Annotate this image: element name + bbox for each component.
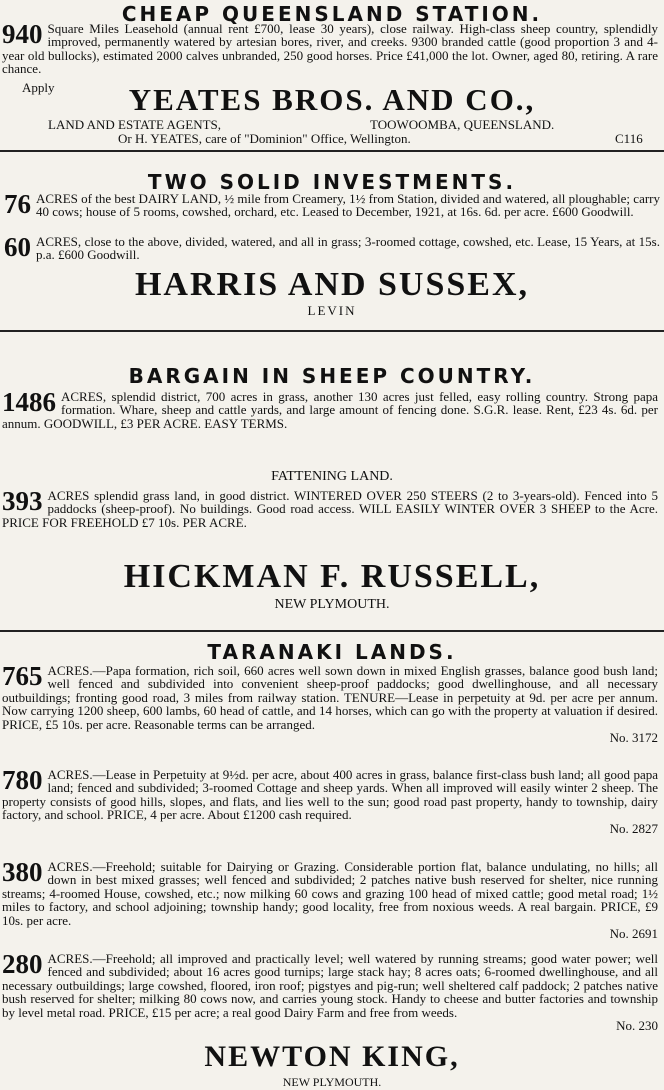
ad4-item: [2, 857, 658, 942]
divider: [0, 330, 664, 332]
ad4-item: [2, 661, 658, 746]
ad3-item-number: 1486: [2, 387, 56, 417]
ad1-apply: Apply: [22, 80, 55, 95]
ad1-agent-name: YEATES BROS. AND CO.,: [128, 82, 536, 117]
ad3-item: [2, 387, 658, 431]
ad4-item-ref: No. 3172: [609, 730, 658, 746]
ad4-item: [2, 765, 658, 836]
ad4-item-number: 765: [2, 661, 43, 691]
ad2-item: [4, 189, 660, 220]
ad2-item: [4, 232, 660, 263]
ad4-item-text: ACRES.—Papa formation, rich soil, 660 acres well sown down in mixed English grasses, balance good bush land; well fenced and subdivided into convenient sheep-proof paddocks; good dwellinghouse, and all necessary outbuildings; fronting good road, 3 miles from railway station. TENURE—Lease in perpetuity at 9d. per acre per annum. Now carrying 1200 sheep, 600 lambs, 60 head of cattle, and 14 horses, which can go with the property at valuation if desired. PRICE, £5 10s. per acre. Reasonable terms can be arranged.: [2, 663, 658, 732]
ad3-subheading: FATTENING LAND.: [271, 469, 393, 484]
ad2-agent-name: HARRIS AND SUSSEX,: [134, 266, 530, 303]
ad3-heading: BARGAIN IN SHEEP COUNTRY.: [128, 364, 536, 388]
ad1-alt-contact: Or H. YEATES, care of "Dominion" Office, Wellington.: [118, 131, 411, 146]
ad1-paragraph: [2, 19, 658, 77]
ad3-item-text: ACRES splendid grass land, in good district. WINTERED OVER 250 STEERS (2 to 3-years-old). Fenced into 5 paddocks (sheep-proof). No buildings. Good road access. WILL EASILY WINTER OVER 3 SHEEP to the Acre. PRICE FOR FREEHOLD £7 10s. PER ACRE.: [2, 488, 658, 530]
ad1-code: C116: [615, 131, 643, 146]
ad4-item-number: 280: [2, 949, 43, 979]
ad2-item-number: 76: [4, 189, 31, 219]
ad4-item-ref: No. 2827: [609, 820, 658, 836]
ad3-item-number: 393: [2, 486, 43, 516]
divider: [0, 150, 664, 152]
ad4-agent-town: NEW PLYMOUTH.: [282, 1075, 382, 1089]
ad2-heading: TWO SOLID INVESTMENTS.: [147, 170, 517, 194]
ad2-agent-town: LEVIN: [307, 303, 357, 318]
ad1-agent-desc: LAND AND ESTATE AGENTS,: [48, 117, 222, 132]
ad2-item-number: 60: [4, 232, 31, 262]
divider: [0, 630, 664, 632]
ad4-agent-name: NEWTON KING,: [204, 1040, 460, 1073]
ad4-item-ref: No. 2691: [609, 926, 658, 942]
ad4-item-number: 780: [2, 765, 43, 795]
ad1-number: 940: [2, 19, 43, 49]
ad4-item-ref: No. 230: [616, 1018, 658, 1034]
ad1-agent-town: TOOWOOMBA, QUEENSLAND.: [370, 117, 555, 132]
ad4-item-text: ACRES.—Freehold; all improved and practically level; well watered by running streams; good water power; well fenced and subdivided; about 16 acres good turnips; large stack hay; 8 acres oats; 6-roomed dwellinghouse, and all necessary outbuildings; large cowshed, floored, iron roof; pigstyes and pig-run; well sheltered calf paddock; 2 patches native bush reserved for shelter; milking 80 cows now, and carries young stock. Handy to cheese and butter factories and township by level metal road. PRICE, £15 per acre; a real good Dairy Farm and free from weeds.: [2, 951, 658, 1020]
ad4-heading: TARANAKI LANDS.: [207, 640, 457, 664]
ad2-item-text: ACRES, close to the above, divided, watered, and all in grass; 3-roomed cottage, cowshed, etc. Lease, 15 Years, at 15s. p.a. £600 Goodwill.: [36, 234, 660, 263]
ad1-text: Square Miles Leasehold (annual rent £700, lease 30 years), close railway. High-class sheep country, splendidly improved, permanently watered by artesian bores, river, and creeks. 9300 branded cattle (good proportion 3 and 4-year old bullocks), estimated 2000 calves unbranded, 250 good horses. Price £41,000 the lot. Owner, aged 80, retiring. A rare chance.: [2, 21, 658, 77]
ad4-item-text: ACRES.—Lease in Perpetuity at 9½d. per acre, about 400 acres in grass, balance first-class bush land; all good papa land; fenced and subdivided; 3-roomed Cottage and sheep yards. When all improved will easily winter 2 sheep. The property consists of good hills, slopes, and flats, and lies well to the sun; good road past property, handy to township, dairy factory, and school. PRICE, 4 per acre. About £1200 cash required.: [2, 767, 658, 823]
ad3-agent-town: NEW PLYMOUTH.: [274, 597, 390, 612]
ad4-item: [2, 949, 658, 1034]
ad4-item-number: 380: [2, 857, 43, 887]
ad3-agent-name: HICKMAN F. RUSSELL,: [123, 558, 541, 595]
ad4-item-text: ACRES.—Freehold; suitable for Dairying or Grazing. Considerable portion flat, balance undulating, no hills; all down in best mixed grasses; well fenced and subdivided; 2 patches native bush reserved for shelter, nice running streams; 4-roomed House, cowshed, etc.; now milking 60 cows and grazing 100 head of mixed cattle; good metal road; 1½ miles to factory, and school adjoining; township handy; good locality, free from noxious weeds. A real bargain. PRICE, £9 10s. per acre.: [2, 859, 658, 928]
ad2-item-text: ACRES of the best DAIRY LAND, ½ mile from Creamery, 1½ from Station, divided and watered, all ploughable; carry 40 cows; house of 5 rooms, cowshed, orchard, etc. Leased to December, 1921, at 16s. 6d. per acre. £600 Goodwill.: [36, 191, 660, 220]
ad1-heading: CHEAP QUEENSLAND STATION.: [121, 2, 543, 26]
ad3-item-text: ACRES, splendid district, 700 acres in grass, another 130 acres just felled, easy rolling country. Strong papa formation. Whare, sheep and cattle yards, and large amount of fencing done. S.G.R. lease. Rent, £23 4s. 6d. per annum. GOODWILL, £3 PER ACRE. EASY TERMS.: [2, 389, 658, 431]
ad3-item: [2, 486, 658, 530]
